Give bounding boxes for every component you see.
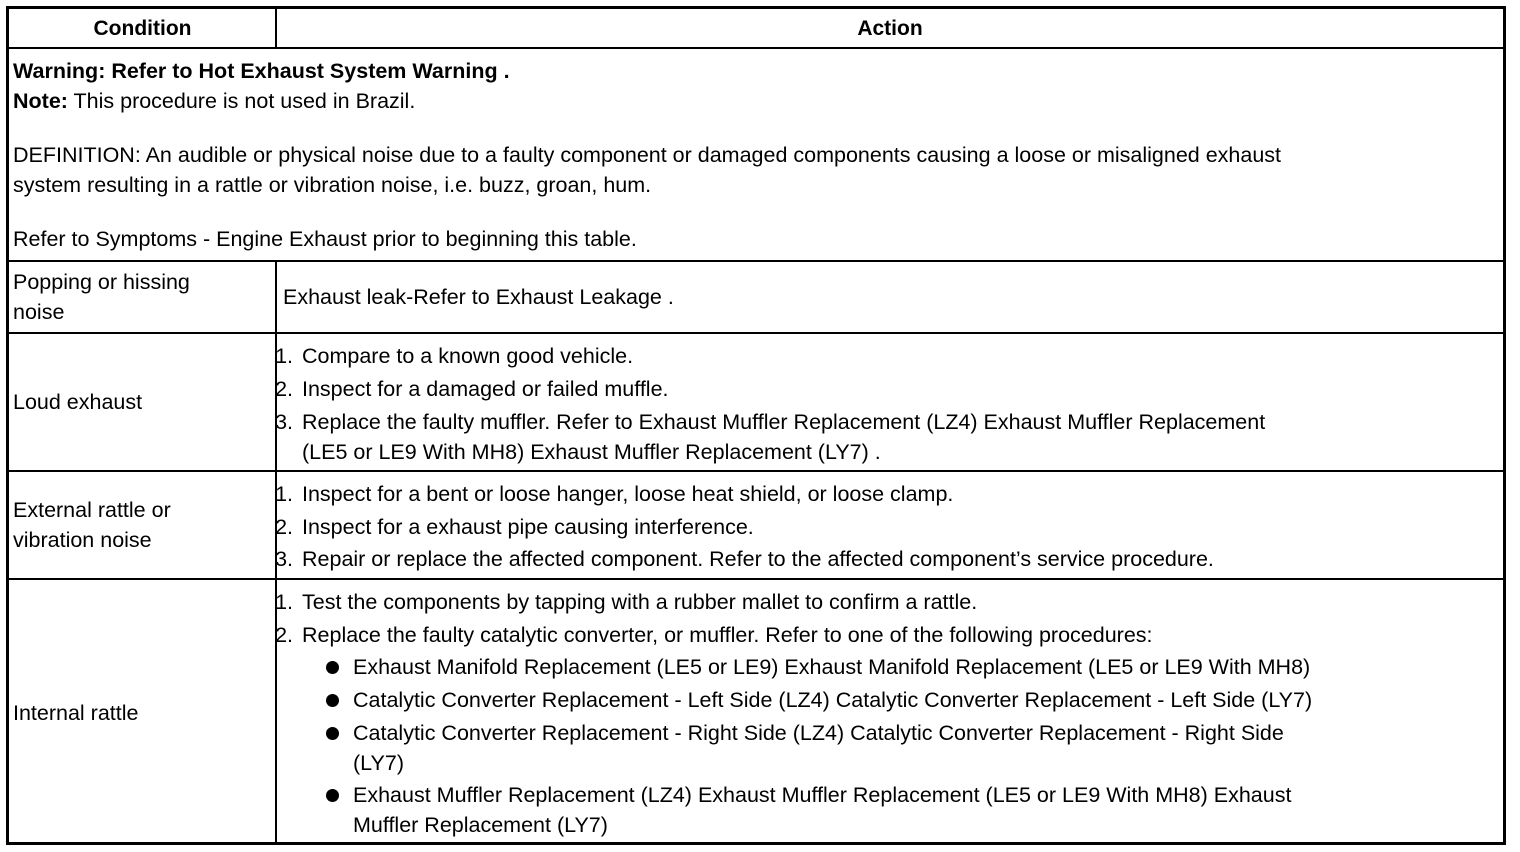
note-text: This procedure is not used in Brazil. bbox=[67, 89, 416, 113]
step-number: 2. bbox=[275, 622, 293, 647]
action-text: Exhaust leak-Refer to Exhaust Leakage . bbox=[283, 285, 674, 309]
header-condition: Condition bbox=[93, 16, 192, 40]
note-line bbox=[13, 86, 1503, 116]
note-label: Note: bbox=[13, 89, 68, 113]
step-text: Replace the faulty muffler. Refer to Exhaust Muffler Replacement (LZ4) Exhaust Muffler Replacement bbox=[302, 410, 1266, 434]
bullet-icon bbox=[326, 661, 339, 674]
condition-line: Popping or hissing bbox=[13, 270, 190, 294]
step-item bbox=[0, 340, 1503, 373]
step-item bbox=[0, 619, 1503, 652]
step-number: 1. bbox=[275, 344, 293, 368]
step-text: Repair or replace the affected component. Refer to the affected component’s service procedure. bbox=[302, 547, 1214, 571]
bullet-icon bbox=[326, 789, 339, 802]
definition-line-2: system resulting in a rattle or vibration noise, i.e. buzz, groan, hum. bbox=[13, 173, 652, 197]
action-external-rattle bbox=[0, 478, 1503, 578]
step-text: Test the components by tapping with a rubber mallet to confirm a rattle. bbox=[302, 590, 978, 614]
step-item bbox=[0, 405, 1503, 467]
condition-line: vibration noise bbox=[13, 528, 152, 552]
refer-text: Refer to Symptoms - Engine Exhaust prior to beginning this table. bbox=[13, 227, 637, 251]
procedure-text: Catalytic Converter Replacement - Left Side (LZ4) Catalytic Converter Replacement - Left Side (LY7) bbox=[353, 688, 1313, 712]
step-item bbox=[0, 543, 1503, 576]
procedure-text-cont: Muffler Replacement (LY7) bbox=[353, 813, 608, 837]
step-text: Compare to a known good vehicle. bbox=[302, 344, 634, 368]
step-number: 2. bbox=[275, 376, 293, 401]
step-number: 3. bbox=[275, 547, 293, 571]
condition-popping bbox=[9, 262, 275, 332]
condition-line: External rattle or bbox=[13, 498, 171, 522]
action-popping bbox=[279, 262, 1503, 332]
step-number: 1. bbox=[275, 482, 293, 506]
action-internal-rattle bbox=[0, 586, 1503, 846]
condition-line: noise bbox=[13, 300, 65, 324]
bullet-icon bbox=[326, 694, 339, 707]
step-text-cont: (LE5 or LE9 With MH8) Exhaust Muffler Replacement (LY7) . bbox=[302, 440, 881, 464]
condition-line: Loud exhaust bbox=[13, 390, 143, 414]
warning-text: Warning: Refer to Hot Exhaust System Warning . bbox=[13, 59, 510, 83]
header-action: Action bbox=[857, 16, 923, 40]
step-text: Inspect for a bent or loose hanger, loose heat shield, or loose clamp. bbox=[302, 482, 954, 506]
procedure-list bbox=[0, 652, 1503, 840]
action-loud-exhaust bbox=[0, 340, 1503, 470]
diagnostic-table bbox=[6, 6, 1506, 845]
step-text: Inspect for a exhaust pipe causing interference. bbox=[302, 514, 754, 539]
definition-line-1: DEFINITION: An audible or physical noise due to a faulty component or damaged components causing a loose or misaligned exhaust bbox=[13, 143, 1282, 167]
procedure-item bbox=[0, 685, 1503, 716]
procedure-text: Catalytic Converter Replacement - Right Side (LZ4) Catalytic Converter Replacement - Right Side bbox=[353, 721, 1284, 745]
procedure-item bbox=[0, 718, 1503, 778]
step-number: 1. bbox=[275, 590, 293, 614]
step-number: 3. bbox=[275, 410, 293, 434]
step-item bbox=[0, 511, 1503, 544]
intro-block bbox=[9, 56, 1503, 260]
step-item bbox=[0, 373, 1503, 406]
step-number: 2. bbox=[275, 514, 293, 539]
procedure-item bbox=[0, 652, 1503, 683]
condition-line: Internal rattle bbox=[13, 700, 139, 725]
step-item bbox=[0, 478, 1503, 511]
step-item bbox=[0, 586, 1503, 619]
step-text: Inspect for a damaged or failed muffle. bbox=[302, 376, 669, 401]
procedure-item bbox=[0, 780, 1503, 840]
step-text: Replace the faulty catalytic converter, or muffler. Refer to one of the following procedures: bbox=[302, 622, 1153, 647]
procedure-text-cont: (LY7) bbox=[353, 751, 404, 775]
procedure-text: Exhaust Muffler Replacement (LZ4) Exhaust Muffler Replacement (LE5 or LE9 With MH8) Exhaust bbox=[353, 783, 1292, 807]
procedure-text: Exhaust Manifold Replacement (LE5 or LE9) Exhaust Manifold Replacement (LE5 or LE9 With MH8) bbox=[353, 655, 1311, 679]
bullet-icon bbox=[326, 727, 339, 740]
